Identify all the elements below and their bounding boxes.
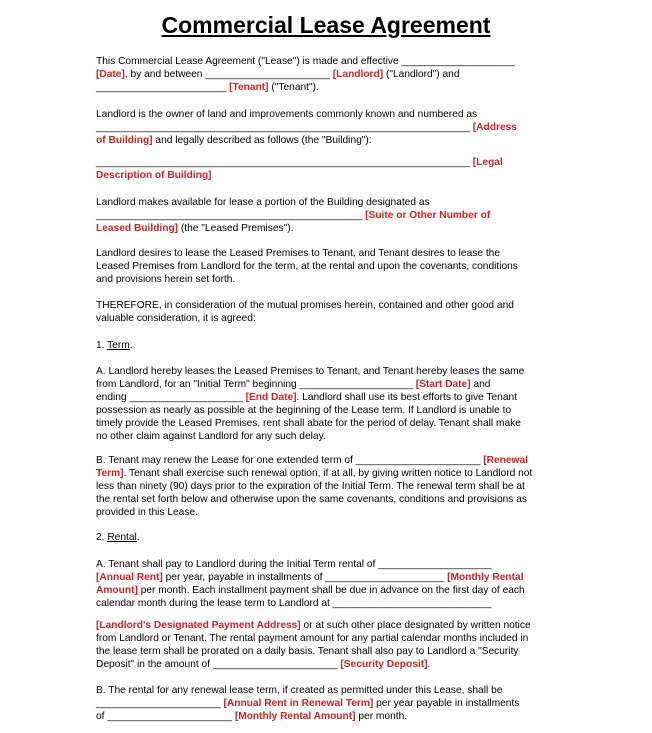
term-b-line-5: provided in this Lease. xyxy=(96,507,198,518)
text: __________________________________________________________________ xyxy=(96,122,473,133)
rental-a-line-2 xyxy=(96,571,524,584)
suite-placeholder: [Suite or Other Number of xyxy=(365,210,491,221)
text: ______________________ xyxy=(96,698,224,709)
term-b-line-4: the rental set forth below and otherwise upon the same covenants, conditions and provisions as xyxy=(96,494,527,505)
intro-line-1: This Commercial Lease Agreement ("Lease") is made and effective ____________________ xyxy=(96,56,515,67)
text: . xyxy=(427,659,431,670)
date-placeholder: [Date] xyxy=(96,69,125,80)
text: . Landlord shall use its best efforts to give Tenant xyxy=(296,392,518,403)
desires-line-1: Landlord desires to lease the Leased Premises to Tenant, and Tenant desires to lease the xyxy=(96,248,500,259)
text: . xyxy=(129,340,133,351)
owner-line-2 xyxy=(96,121,517,134)
desires-line-3: and provisions herein set forth. xyxy=(96,274,236,285)
term-a-line-1: A. Landlord hereby leases the Leased Premises to Tenant, and Tenant hereby leases the same xyxy=(96,366,525,377)
text: ("Landlord") and xyxy=(383,69,460,80)
desires-line-2: Leased Premises from Landlord for the term, at the rental and upon the covenants, conditions xyxy=(96,261,518,272)
text: and legally described as follows (the "Building"): xyxy=(152,135,372,146)
rental-b-line-3 xyxy=(96,710,407,723)
rental-a-line-5 xyxy=(96,619,531,632)
owner-line-4 xyxy=(96,156,503,169)
rental-heading xyxy=(96,531,140,544)
rental-a-line-1: A. Tenant shall pay to Landlord during the Initial Term rental of ____________________ xyxy=(96,559,492,570)
renewal-annual-rent-placeholder: [Annual Rent in Renewal Term] xyxy=(223,698,374,709)
rental-a-line-4: calendar month during the lease term to Landlord at ____________________________ xyxy=(96,598,492,609)
text: Deposit" in the amount of ______________________ xyxy=(96,659,341,670)
text: from Landlord, for an "Initial Term" beginning ____________________ xyxy=(96,379,416,390)
text: , by and between ______________________ xyxy=(124,69,333,80)
rental-a-line-6: from Landlord or Tenant. The rental payment amount for any partial calendar months included in xyxy=(96,633,529,644)
section-number: 2. xyxy=(96,532,108,543)
term-a-line-2 xyxy=(96,378,490,391)
monthly-rental-placeholder: [Monthly Rental xyxy=(447,572,524,583)
document-title: Commercial Lease Agreement xyxy=(161,12,491,38)
therefore-line-2: valuable consideration, it is agreed: xyxy=(96,313,256,324)
legal-placeholder-end: Description of Building] xyxy=(96,170,212,181)
text: . xyxy=(136,532,140,543)
text: B. Tenant may renew the Lease for one extended term of ______________________ xyxy=(96,455,484,466)
text: per month. xyxy=(355,711,408,722)
text: per year payable in installments xyxy=(373,698,520,709)
rental-b-line-1: B. The rental for any renewal lease term, if created as permitted under this Lease, shall be xyxy=(96,685,503,696)
term-a-line-3 xyxy=(96,391,517,404)
text: per year, payable in installments of _____________________ xyxy=(162,572,448,583)
owner-line-3 xyxy=(96,134,372,147)
monthly-rental-placeholder-end: Amount] xyxy=(96,585,138,596)
text: per month. Each installment payment shall be due in advance on the first day of each xyxy=(137,585,525,596)
address-placeholder-end: of Building] xyxy=(96,135,153,146)
legal-placeholder: [Legal xyxy=(472,157,503,168)
renewal-term-placeholder-end: Term] xyxy=(96,468,124,479)
rental-a-line-3 xyxy=(96,584,525,597)
address-placeholder: [Address xyxy=(472,122,517,133)
payment-address-placeholder: [Landlord's Designated Payment Address] xyxy=(96,620,301,631)
available-line-2 xyxy=(96,209,490,222)
section-title: Term xyxy=(107,340,130,351)
text: of ______________________ xyxy=(96,711,235,722)
intro-line-3 xyxy=(96,81,319,94)
term-b-line-1 xyxy=(96,454,528,467)
term-a-line-6: no other claim against Landlord for any such delay. xyxy=(96,431,326,442)
term-b-line-2 xyxy=(96,467,532,480)
rental-a-line-8 xyxy=(96,658,430,671)
security-deposit-placeholder: [Security Deposit] xyxy=(340,659,428,670)
tenant-placeholder: [Tenant] xyxy=(229,82,269,93)
annual-rent-placeholder: [Annual Rent] xyxy=(96,572,163,583)
term-b-line-3: less than ninety (90) days prior to the expiration of the Initial Term. The renewal term shall be at xyxy=(96,481,525,492)
rental-a-line-7: the lease term shall be prorated on a daily basis. Tenant shall also pay to Landlord a "Security xyxy=(96,646,519,657)
text: or at such other place designated by written notice xyxy=(300,620,531,631)
landlord-placeholder: [Landlord] xyxy=(332,69,384,80)
section-number: 1. xyxy=(96,340,108,351)
rental-b-line-2 xyxy=(96,697,519,710)
available-line-3 xyxy=(96,222,293,235)
text: . Tenant shall exercise such renewal option, if at all, by giving written notice to Landlord not xyxy=(123,468,533,479)
start-date-placeholder: [Start Date] xyxy=(415,379,471,390)
term-a-line-5: timely provide the Leased Premises, rent shall abate for the period of delay. Tenant shall make xyxy=(96,418,521,429)
renewal-term-placeholder: [Renewal xyxy=(483,455,528,466)
suite-placeholder-end: Leased Building] xyxy=(96,223,179,234)
text: ending ____________________ xyxy=(96,392,246,403)
text: (the "Leased Premises"). xyxy=(178,223,294,234)
text: ("Tenant"). xyxy=(268,82,319,93)
end-date-placeholder: [End Date] xyxy=(245,392,297,403)
text: _______________________ xyxy=(96,82,230,93)
renewal-monthly-rental-placeholder: [Monthly Rental Amount] xyxy=(234,711,356,722)
owner-line-1: Landlord is the owner of land and improvements commonly known and numbered as xyxy=(96,109,478,120)
available-line-1: Landlord makes available for lease a portion of the Building designated as xyxy=(96,197,430,208)
therefore-line-1: THEREFORE, in consideration of the mutual promises herein, contained and other good and xyxy=(96,300,514,311)
intro-line-2 xyxy=(96,68,459,81)
text: and xyxy=(470,379,491,390)
text: __________________________________________________________________ xyxy=(96,157,473,168)
text: _______________________________________________ xyxy=(96,210,366,221)
term-a-line-4: possession as nearly as possible at the beginning of the Lease term. If Landlord is unable to xyxy=(96,405,512,416)
term-heading xyxy=(96,339,133,352)
section-title: Rental xyxy=(107,532,137,543)
